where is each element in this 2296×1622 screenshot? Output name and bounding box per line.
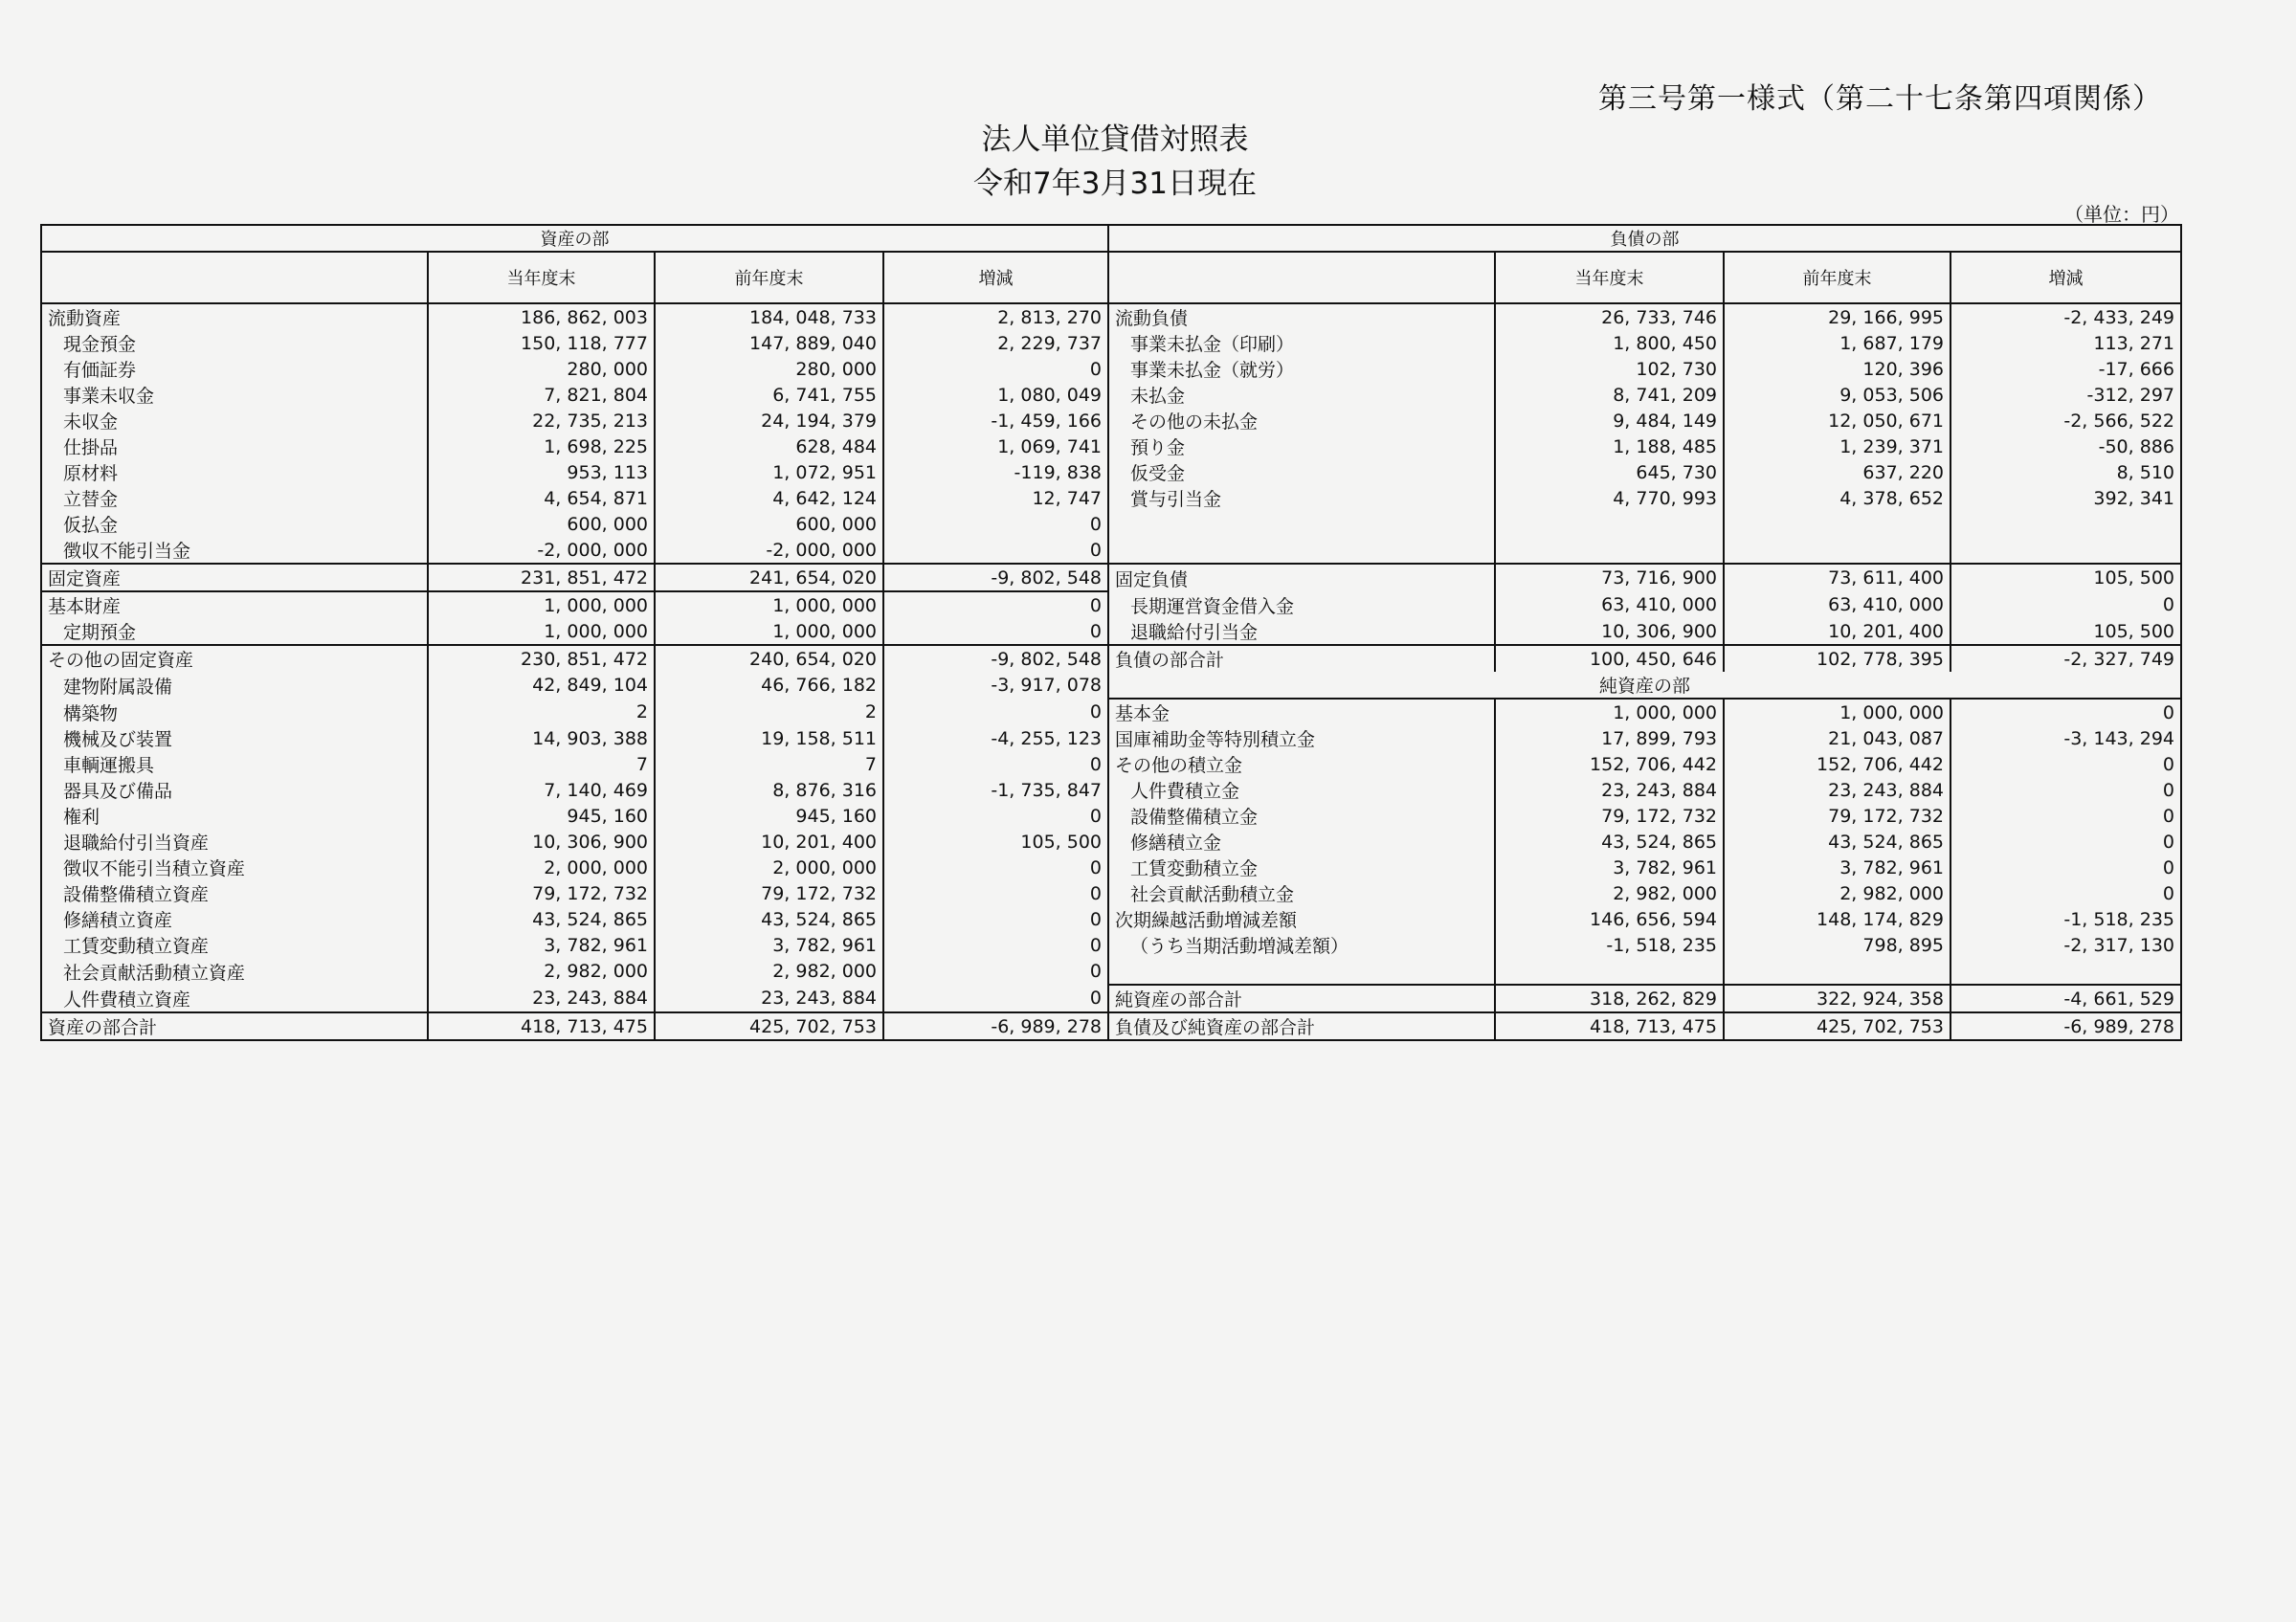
liability-current: 102, 730 — [1495, 356, 1724, 382]
liability-change: -2, 327, 749 — [1950, 645, 2181, 672]
liability-previous: 798, 895 — [1724, 932, 1950, 958]
liability-label: 未払金 — [1108, 382, 1495, 408]
liability-label: 事業未払金（就労） — [1108, 356, 1495, 382]
liability-previous: 4, 378, 652 — [1724, 485, 1950, 511]
table-row — [41, 485, 2181, 511]
asset-previous: 3, 782, 961 — [655, 932, 883, 958]
asset-previous: 6, 741, 755 — [655, 382, 883, 408]
liability-change — [1950, 511, 2181, 537]
balance-sheet-table — [40, 224, 2182, 1041]
asset-previous: 19, 158, 511 — [655, 725, 883, 751]
liability-current: 418, 713, 475 — [1495, 1012, 1724, 1040]
asset-change: -9, 802, 548 — [883, 564, 1108, 591]
liability-label: 設備整備積立金 — [1108, 803, 1495, 829]
table-row — [41, 1012, 2181, 1040]
table-row — [41, 829, 2181, 855]
liability-change: 113, 271 — [1950, 330, 2181, 356]
liability-label: 流動負債 — [1108, 303, 1495, 330]
liability-current — [1495, 537, 1724, 564]
asset-change: -6, 989, 278 — [883, 1012, 1108, 1040]
table-row — [41, 932, 2181, 958]
asset-current: 280, 000 — [428, 356, 655, 382]
asset-change: -1, 735, 847 — [883, 777, 1108, 803]
table-row — [41, 985, 2181, 1012]
liability-label: 社会貢献活動積立金 — [1108, 880, 1495, 906]
liability-current: 26, 733, 746 — [1495, 303, 1724, 330]
asset-label: 徴収不能引当金 — [41, 537, 428, 564]
liability-change — [1950, 537, 2181, 564]
liability-label: 長期運営資金借入金 — [1108, 591, 1495, 618]
liability-label: 退職給付引当金 — [1108, 618, 1495, 645]
liability-previous: 63, 410, 000 — [1724, 591, 1950, 618]
liability-current: 1, 188, 485 — [1495, 433, 1724, 459]
liability-previous: 152, 706, 442 — [1724, 751, 1950, 777]
liability-label: 賞与引当金 — [1108, 485, 1495, 511]
asset-previous: 600, 000 — [655, 511, 883, 537]
asset-change: -1, 459, 166 — [883, 408, 1108, 433]
liability-current: 10, 306, 900 — [1495, 618, 1724, 645]
table-row — [41, 433, 2181, 459]
asset-change: 0 — [883, 985, 1108, 1012]
table-row — [41, 564, 2181, 591]
liability-label — [1108, 958, 1495, 985]
liability-current: 1, 800, 450 — [1495, 330, 1724, 356]
asset-current: 42, 849, 104 — [428, 672, 655, 699]
asset-label: 社会貢献活動積立資産 — [41, 958, 428, 985]
asset-previous: 43, 524, 865 — [655, 906, 883, 932]
liability-previous: 2, 982, 000 — [1724, 880, 1950, 906]
liability-current: 146, 656, 594 — [1495, 906, 1724, 932]
asset-label: 機械及び装置 — [41, 725, 428, 751]
asset-change: -119, 838 — [883, 459, 1108, 485]
liability-label — [1108, 511, 1495, 537]
assets-previous-header: 前年度末 — [655, 252, 883, 303]
asset-change: 0 — [883, 932, 1108, 958]
asset-current: 7 — [428, 751, 655, 777]
asset-change: 0 — [883, 699, 1108, 725]
table-row — [41, 803, 2181, 829]
asset-label: 未収金 — [41, 408, 428, 433]
asset-change: 1, 069, 741 — [883, 433, 1108, 459]
liability-previous: 1, 000, 000 — [1724, 699, 1950, 725]
liability-change: 0 — [1950, 699, 2181, 725]
unit-label: （単位：円） — [2064, 203, 2179, 226]
liability-previous: 79, 172, 732 — [1724, 803, 1950, 829]
asset-current: 79, 172, 732 — [428, 880, 655, 906]
asset-current: 4, 654, 871 — [428, 485, 655, 511]
asset-label: 車輌運搬具 — [41, 751, 428, 777]
liability-previous: 102, 778, 395 — [1724, 645, 1950, 672]
liability-previous: 120, 396 — [1724, 356, 1950, 382]
asset-previous: 1, 000, 000 — [655, 618, 883, 645]
asset-previous: 147, 889, 040 — [655, 330, 883, 356]
asset-previous: 7 — [655, 751, 883, 777]
asset-label: 人件費積立資産 — [41, 985, 428, 1012]
document-title: 法人単位貸借対照表 — [981, 122, 1249, 157]
asset-previous: 945, 160 — [655, 803, 883, 829]
asset-current: 22, 735, 213 — [428, 408, 655, 433]
asset-change: 0 — [883, 537, 1108, 564]
table-row — [41, 356, 2181, 382]
liability-change — [1950, 958, 2181, 985]
asset-label: 定期預金 — [41, 618, 428, 645]
table-row — [41, 958, 2181, 985]
liabilities-change-header: 増減 — [1950, 252, 2181, 303]
liability-change: 0 — [1950, 591, 2181, 618]
liability-previous: 637, 220 — [1724, 459, 1950, 485]
asset-previous: 1, 072, 951 — [655, 459, 883, 485]
liability-change: -6, 989, 278 — [1950, 1012, 2181, 1040]
liability-change: -4, 661, 529 — [1950, 985, 2181, 1012]
asset-label: 資産の部合計 — [41, 1012, 428, 1040]
asset-current: 7, 821, 804 — [428, 382, 655, 408]
liability-previous: 425, 702, 753 — [1724, 1012, 1950, 1040]
liability-change: 0 — [1950, 855, 2181, 880]
liability-previous: 148, 174, 829 — [1724, 906, 1950, 932]
liability-current: 9, 484, 149 — [1495, 408, 1724, 433]
asset-change: 0 — [883, 591, 1108, 618]
liability-current: 73, 716, 900 — [1495, 564, 1724, 591]
liability-label: 純資産の部合計 — [1108, 985, 1495, 1012]
liability-label: 事業未払金（印刷） — [1108, 330, 1495, 356]
liability-label: その他の積立金 — [1108, 751, 1495, 777]
asset-label: 設備整備積立資産 — [41, 880, 428, 906]
liability-label: 工賃変動積立金 — [1108, 855, 1495, 880]
liability-previous — [1724, 537, 1950, 564]
liability-label: 修繕積立金 — [1108, 829, 1495, 855]
table-row — [41, 855, 2181, 880]
liability-current: 3, 782, 961 — [1495, 855, 1724, 880]
asset-label: 構築物 — [41, 699, 428, 725]
liability-previous: 9, 053, 506 — [1724, 382, 1950, 408]
asset-label: 徴収不能引当積立資産 — [41, 855, 428, 880]
asset-previous: 2, 000, 000 — [655, 855, 883, 880]
asset-change: 0 — [883, 356, 1108, 382]
liability-change: 392, 341 — [1950, 485, 2181, 511]
table-row — [41, 645, 2181, 672]
liability-previous: 3, 782, 961 — [1724, 855, 1950, 880]
asset-previous: 184, 048, 733 — [655, 303, 883, 330]
liability-change: 105, 500 — [1950, 618, 2181, 645]
liability-previous — [1724, 511, 1950, 537]
asset-current: 14, 903, 388 — [428, 725, 655, 751]
assets-current-header: 当年度末 — [428, 252, 655, 303]
asset-label: 仮払金 — [41, 511, 428, 537]
liability-change: -17, 666 — [1950, 356, 2181, 382]
liability-label: 預り金 — [1108, 433, 1495, 459]
asset-change: 0 — [883, 958, 1108, 985]
asset-previous: 46, 766, 182 — [655, 672, 883, 699]
liability-previous: 10, 201, 400 — [1724, 618, 1950, 645]
asset-label: 修繕積立資産 — [41, 906, 428, 932]
asset-change: 0 — [883, 880, 1108, 906]
asset-current: 231, 851, 472 — [428, 564, 655, 591]
asset-change: 1, 080, 049 — [883, 382, 1108, 408]
liability-change: 0 — [1950, 751, 2181, 777]
table-row — [41, 303, 2181, 330]
assets-label-header — [41, 252, 428, 303]
liability-label: 負債及び純資産の部合計 — [1108, 1012, 1495, 1040]
table-row — [41, 330, 2181, 356]
asset-label: 事業未収金 — [41, 382, 428, 408]
liability-label: 国庫補助金等特別積立金 — [1108, 725, 1495, 751]
asset-change: 0 — [883, 855, 1108, 880]
liability-current: 17, 899, 793 — [1495, 725, 1724, 751]
liability-previous: 322, 924, 358 — [1724, 985, 1950, 1012]
liability-current: 23, 243, 884 — [1495, 777, 1724, 803]
column-header-row — [41, 252, 2181, 303]
asset-previous: 2, 982, 000 — [655, 958, 883, 985]
liability-previous: 1, 687, 179 — [1724, 330, 1950, 356]
liability-current: 318, 262, 829 — [1495, 985, 1724, 1012]
asset-label: 仕掛品 — [41, 433, 428, 459]
table-row — [41, 751, 2181, 777]
section-header-row — [41, 225, 2181, 252]
asset-previous: -2, 000, 000 — [655, 537, 883, 564]
asset-change: 12, 747 — [883, 485, 1108, 511]
asset-current: -2, 000, 000 — [428, 537, 655, 564]
liability-current: 100, 450, 646 — [1495, 645, 1724, 672]
asset-previous: 1, 000, 000 — [655, 591, 883, 618]
asset-current: 600, 000 — [428, 511, 655, 537]
asset-current: 150, 118, 777 — [428, 330, 655, 356]
asset-label: 建物附属設備 — [41, 672, 428, 699]
liability-previous: 21, 043, 087 — [1724, 725, 1950, 751]
liability-current: 1, 000, 000 — [1495, 699, 1724, 725]
liability-previous: 43, 524, 865 — [1724, 829, 1950, 855]
table-row — [41, 618, 2181, 645]
asset-label: 退職給付引当資産 — [41, 829, 428, 855]
liability-change: 0 — [1950, 803, 2181, 829]
liability-change: 0 — [1950, 829, 2181, 855]
asset-label: その他の固定資産 — [41, 645, 428, 672]
liability-label: 負債の部合計 — [1108, 645, 1495, 672]
asset-previous: 10, 201, 400 — [655, 829, 883, 855]
asset-current: 186, 862, 003 — [428, 303, 655, 330]
liability-label: 人件費積立金 — [1108, 777, 1495, 803]
asset-previous: 628, 484 — [655, 433, 883, 459]
asset-label: 器具及び備品 — [41, 777, 428, 803]
liabilities-current-header: 当年度末 — [1495, 252, 1724, 303]
net-assets-section-header: 純資産の部 — [1108, 672, 2181, 699]
table-row — [41, 725, 2181, 751]
asset-previous: 280, 000 — [655, 356, 883, 382]
liability-current: 8, 741, 209 — [1495, 382, 1724, 408]
liability-previous — [1724, 958, 1950, 985]
assets-change-header: 増減 — [883, 252, 1108, 303]
asset-label: 現金預金 — [41, 330, 428, 356]
liability-change: 105, 500 — [1950, 564, 2181, 591]
liability-current: 79, 172, 732 — [1495, 803, 1724, 829]
liability-label: 次期繰越活動増減差額 — [1108, 906, 1495, 932]
liability-label: 基本金 — [1108, 699, 1495, 725]
liability-current: -1, 518, 235 — [1495, 932, 1724, 958]
liability-change: -312, 297 — [1950, 382, 2181, 408]
asset-previous: 23, 243, 884 — [655, 985, 883, 1012]
asset-previous: 2 — [655, 699, 883, 725]
liability-change: -2, 433, 249 — [1950, 303, 2181, 330]
asset-label: 工賃変動積立資産 — [41, 932, 428, 958]
liability-previous: 23, 243, 884 — [1724, 777, 1950, 803]
asset-change: -9, 802, 548 — [883, 645, 1108, 672]
asset-change: 0 — [883, 803, 1108, 829]
asset-label: 原材料 — [41, 459, 428, 485]
liability-change: 8, 510 — [1950, 459, 2181, 485]
asset-change: 0 — [883, 511, 1108, 537]
asset-previous: 240, 654, 020 — [655, 645, 883, 672]
liability-label: 仮受金 — [1108, 459, 1495, 485]
table-row — [41, 408, 2181, 433]
liability-current: 645, 730 — [1495, 459, 1724, 485]
asset-current: 3, 782, 961 — [428, 932, 655, 958]
asset-change: 105, 500 — [883, 829, 1108, 855]
table-row — [41, 382, 2181, 408]
table-row — [41, 880, 2181, 906]
liability-previous: 1, 239, 371 — [1724, 433, 1950, 459]
liability-change: -2, 317, 130 — [1950, 932, 2181, 958]
liabilities-section-header: 負債の部 — [1108, 225, 2181, 252]
asset-current: 7, 140, 469 — [428, 777, 655, 803]
table-row — [41, 777, 2181, 803]
asset-current: 230, 851, 472 — [428, 645, 655, 672]
table-row — [41, 591, 2181, 618]
asset-current: 1, 000, 000 — [428, 618, 655, 645]
asset-change: 0 — [883, 618, 1108, 645]
liability-label: 固定負債 — [1108, 564, 1495, 591]
liability-current — [1495, 511, 1724, 537]
asset-change: 2, 813, 270 — [883, 303, 1108, 330]
asset-change: 2, 229, 737 — [883, 330, 1108, 356]
asset-change: 0 — [883, 751, 1108, 777]
asset-label: 立替金 — [41, 485, 428, 511]
table-row — [41, 672, 2181, 699]
asset-label: 権利 — [41, 803, 428, 829]
asset-current: 2, 000, 000 — [428, 855, 655, 880]
liability-current: 63, 410, 000 — [1495, 591, 1724, 618]
asset-label: 固定資産 — [41, 564, 428, 591]
assets-section-header: 資産の部 — [41, 225, 1108, 252]
asset-change: -3, 917, 078 — [883, 672, 1108, 699]
table-row — [41, 511, 2181, 537]
liability-change: 0 — [1950, 880, 2181, 906]
asset-current: 1, 698, 225 — [428, 433, 655, 459]
asset-current: 953, 113 — [428, 459, 655, 485]
liability-current — [1495, 958, 1724, 985]
liability-current: 4, 770, 993 — [1495, 485, 1724, 511]
table-row — [41, 906, 2181, 932]
asset-label: 基本財産 — [41, 591, 428, 618]
liability-label: その他の未払金 — [1108, 408, 1495, 433]
form-number: 第三号第一様式（第二十七条第四項関係） — [1598, 82, 2162, 116]
liability-previous: 73, 611, 400 — [1724, 564, 1950, 591]
table-row — [41, 699, 2181, 725]
asset-current: 10, 306, 900 — [428, 829, 655, 855]
liability-previous: 29, 166, 995 — [1724, 303, 1950, 330]
asset-current: 43, 524, 865 — [428, 906, 655, 932]
table-row — [41, 459, 2181, 485]
asset-previous: 241, 654, 020 — [655, 564, 883, 591]
liability-change: 0 — [1950, 777, 2181, 803]
asset-previous: 4, 642, 124 — [655, 485, 883, 511]
asset-current: 418, 713, 475 — [428, 1012, 655, 1040]
table-row — [41, 537, 2181, 564]
liabilities-previous-header: 前年度末 — [1724, 252, 1950, 303]
liabilities-label-header — [1108, 252, 1495, 303]
asset-previous: 8, 876, 316 — [655, 777, 883, 803]
asset-change: 0 — [883, 906, 1108, 932]
asset-label: 流動資産 — [41, 303, 428, 330]
asset-label: 有価証券 — [41, 356, 428, 382]
asset-current: 2 — [428, 699, 655, 725]
liability-label: （うち当期活動増減差額） — [1108, 932, 1495, 958]
asset-previous: 79, 172, 732 — [655, 880, 883, 906]
liability-change: -3, 143, 294 — [1950, 725, 2181, 751]
liability-change: -2, 566, 522 — [1950, 408, 2181, 433]
liability-change: -50, 886 — [1950, 433, 2181, 459]
liability-previous: 12, 050, 671 — [1724, 408, 1950, 433]
asset-previous: 24, 194, 379 — [655, 408, 883, 433]
document-date: 令和7年3月31日現在 — [973, 167, 1257, 201]
asset-current: 23, 243, 884 — [428, 985, 655, 1012]
asset-current: 2, 982, 000 — [428, 958, 655, 985]
liability-current: 152, 706, 442 — [1495, 751, 1724, 777]
liability-current: 43, 524, 865 — [1495, 829, 1724, 855]
asset-current: 1, 000, 000 — [428, 591, 655, 618]
liability-label — [1108, 537, 1495, 564]
liability-current: 2, 982, 000 — [1495, 880, 1724, 906]
asset-change: -4, 255, 123 — [883, 725, 1108, 751]
asset-current: 945, 160 — [428, 803, 655, 829]
liability-change: -1, 518, 235 — [1950, 906, 2181, 932]
asset-previous: 425, 702, 753 — [655, 1012, 883, 1040]
